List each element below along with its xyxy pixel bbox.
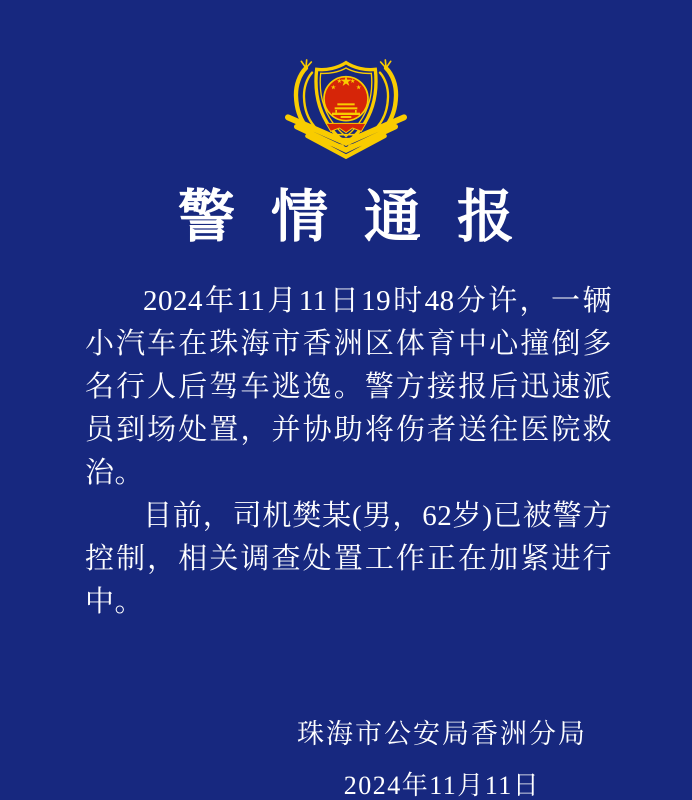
body-paragraph-1: 2024年11月11日19时48分许，一辆小汽车在珠海市香洲区体育中心撞倒多名行人后驾车逃逸。警方接报后迅速派员到场处置，并协助将伤者送往医院救治。 (85, 285, 612, 490)
signature-block (196, 712, 688, 800)
notice-title: 警情通报 (178, 186, 550, 249)
issuing-agency: 珠海市公安局香洲分局 (297, 719, 587, 749)
issue-date: 2024年11月11日 (343, 771, 541, 800)
notice-body (85, 280, 612, 623)
body-paragraph-2: 目前，司机樊某(男，62岁)已被警方控制，相关调查处置工作正在加紧进行中。 (85, 499, 612, 618)
police-badge-icon (0, 0, 692, 160)
